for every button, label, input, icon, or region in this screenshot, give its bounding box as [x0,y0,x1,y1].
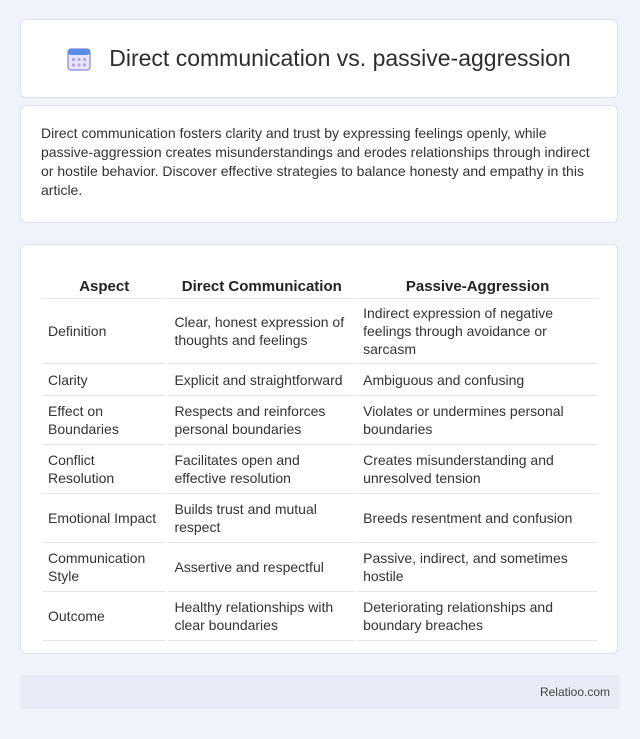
table-row [42,592,598,641]
title-card [20,19,618,98]
table-row [42,494,598,543]
calendar-icon [67,47,91,71]
cell-aspect: Emotional Impact [42,494,166,543]
cell-passive: Ambiguous and confusing [357,364,598,396]
comparison-table [40,265,600,641]
cell-aspect: Conflict Resolution [42,445,166,494]
table-row [42,396,598,445]
intro-card [20,105,618,223]
intro-text: Direct communication fosters clarity and trust by expressing feelings openly, while passive-aggression creates misunderstandings and erodes relationships through indirect or hostile behavior. Discover effective strategies to balance honesty and empathy in this article. [41,125,590,198]
table-row [42,445,598,494]
cell-aspect: Clarity [42,364,166,396]
cell-passive: Passive, indirect, and sometimes hostile [357,543,598,592]
footer [20,675,620,709]
cell-passive: Breeds resentment and confusion [357,494,598,543]
cell-passive: Indirect expression of negative feelings through avoidance or sarcasm [357,299,598,364]
cell-aspect: Effect on Boundaries [42,396,166,445]
comparison-card [20,244,618,654]
footer-brand[interactable]: Relatioo.com [539,685,610,699]
page-title: Direct communication vs. passive-aggression [109,45,571,71]
cell-direct: Facilitates open and effective resolution [168,445,355,494]
table-row [42,543,598,592]
cell-direct: Builds trust and mutual respect [168,494,355,543]
cell-aspect: Communication Style [42,543,166,592]
header-direct: Direct Communication [168,265,355,299]
cell-passive: Deteriorating relationships and boundary breaches [357,592,598,641]
header-passive: Passive-Aggression [357,265,598,299]
cell-direct: Assertive and respectful [168,543,355,592]
header-aspect: Aspect [42,265,166,299]
cell-aspect: Definition [42,299,166,364]
cell-direct: Explicit and straightforward [168,364,355,396]
table-row [42,364,598,396]
cell-direct: Healthy relationships with clear boundaries [168,592,355,641]
cell-direct: Respects and reinforces personal boundaries [168,396,355,445]
cell-passive: Creates misunderstanding and unresolved tension [357,445,598,494]
cell-aspect: Outcome [42,592,166,641]
table-row [42,299,598,364]
cell-direct: Clear, honest expression of thoughts and feelings [168,299,355,364]
table-header-row [42,265,598,299]
cell-passive: Violates or undermines personal boundaries [357,396,598,445]
